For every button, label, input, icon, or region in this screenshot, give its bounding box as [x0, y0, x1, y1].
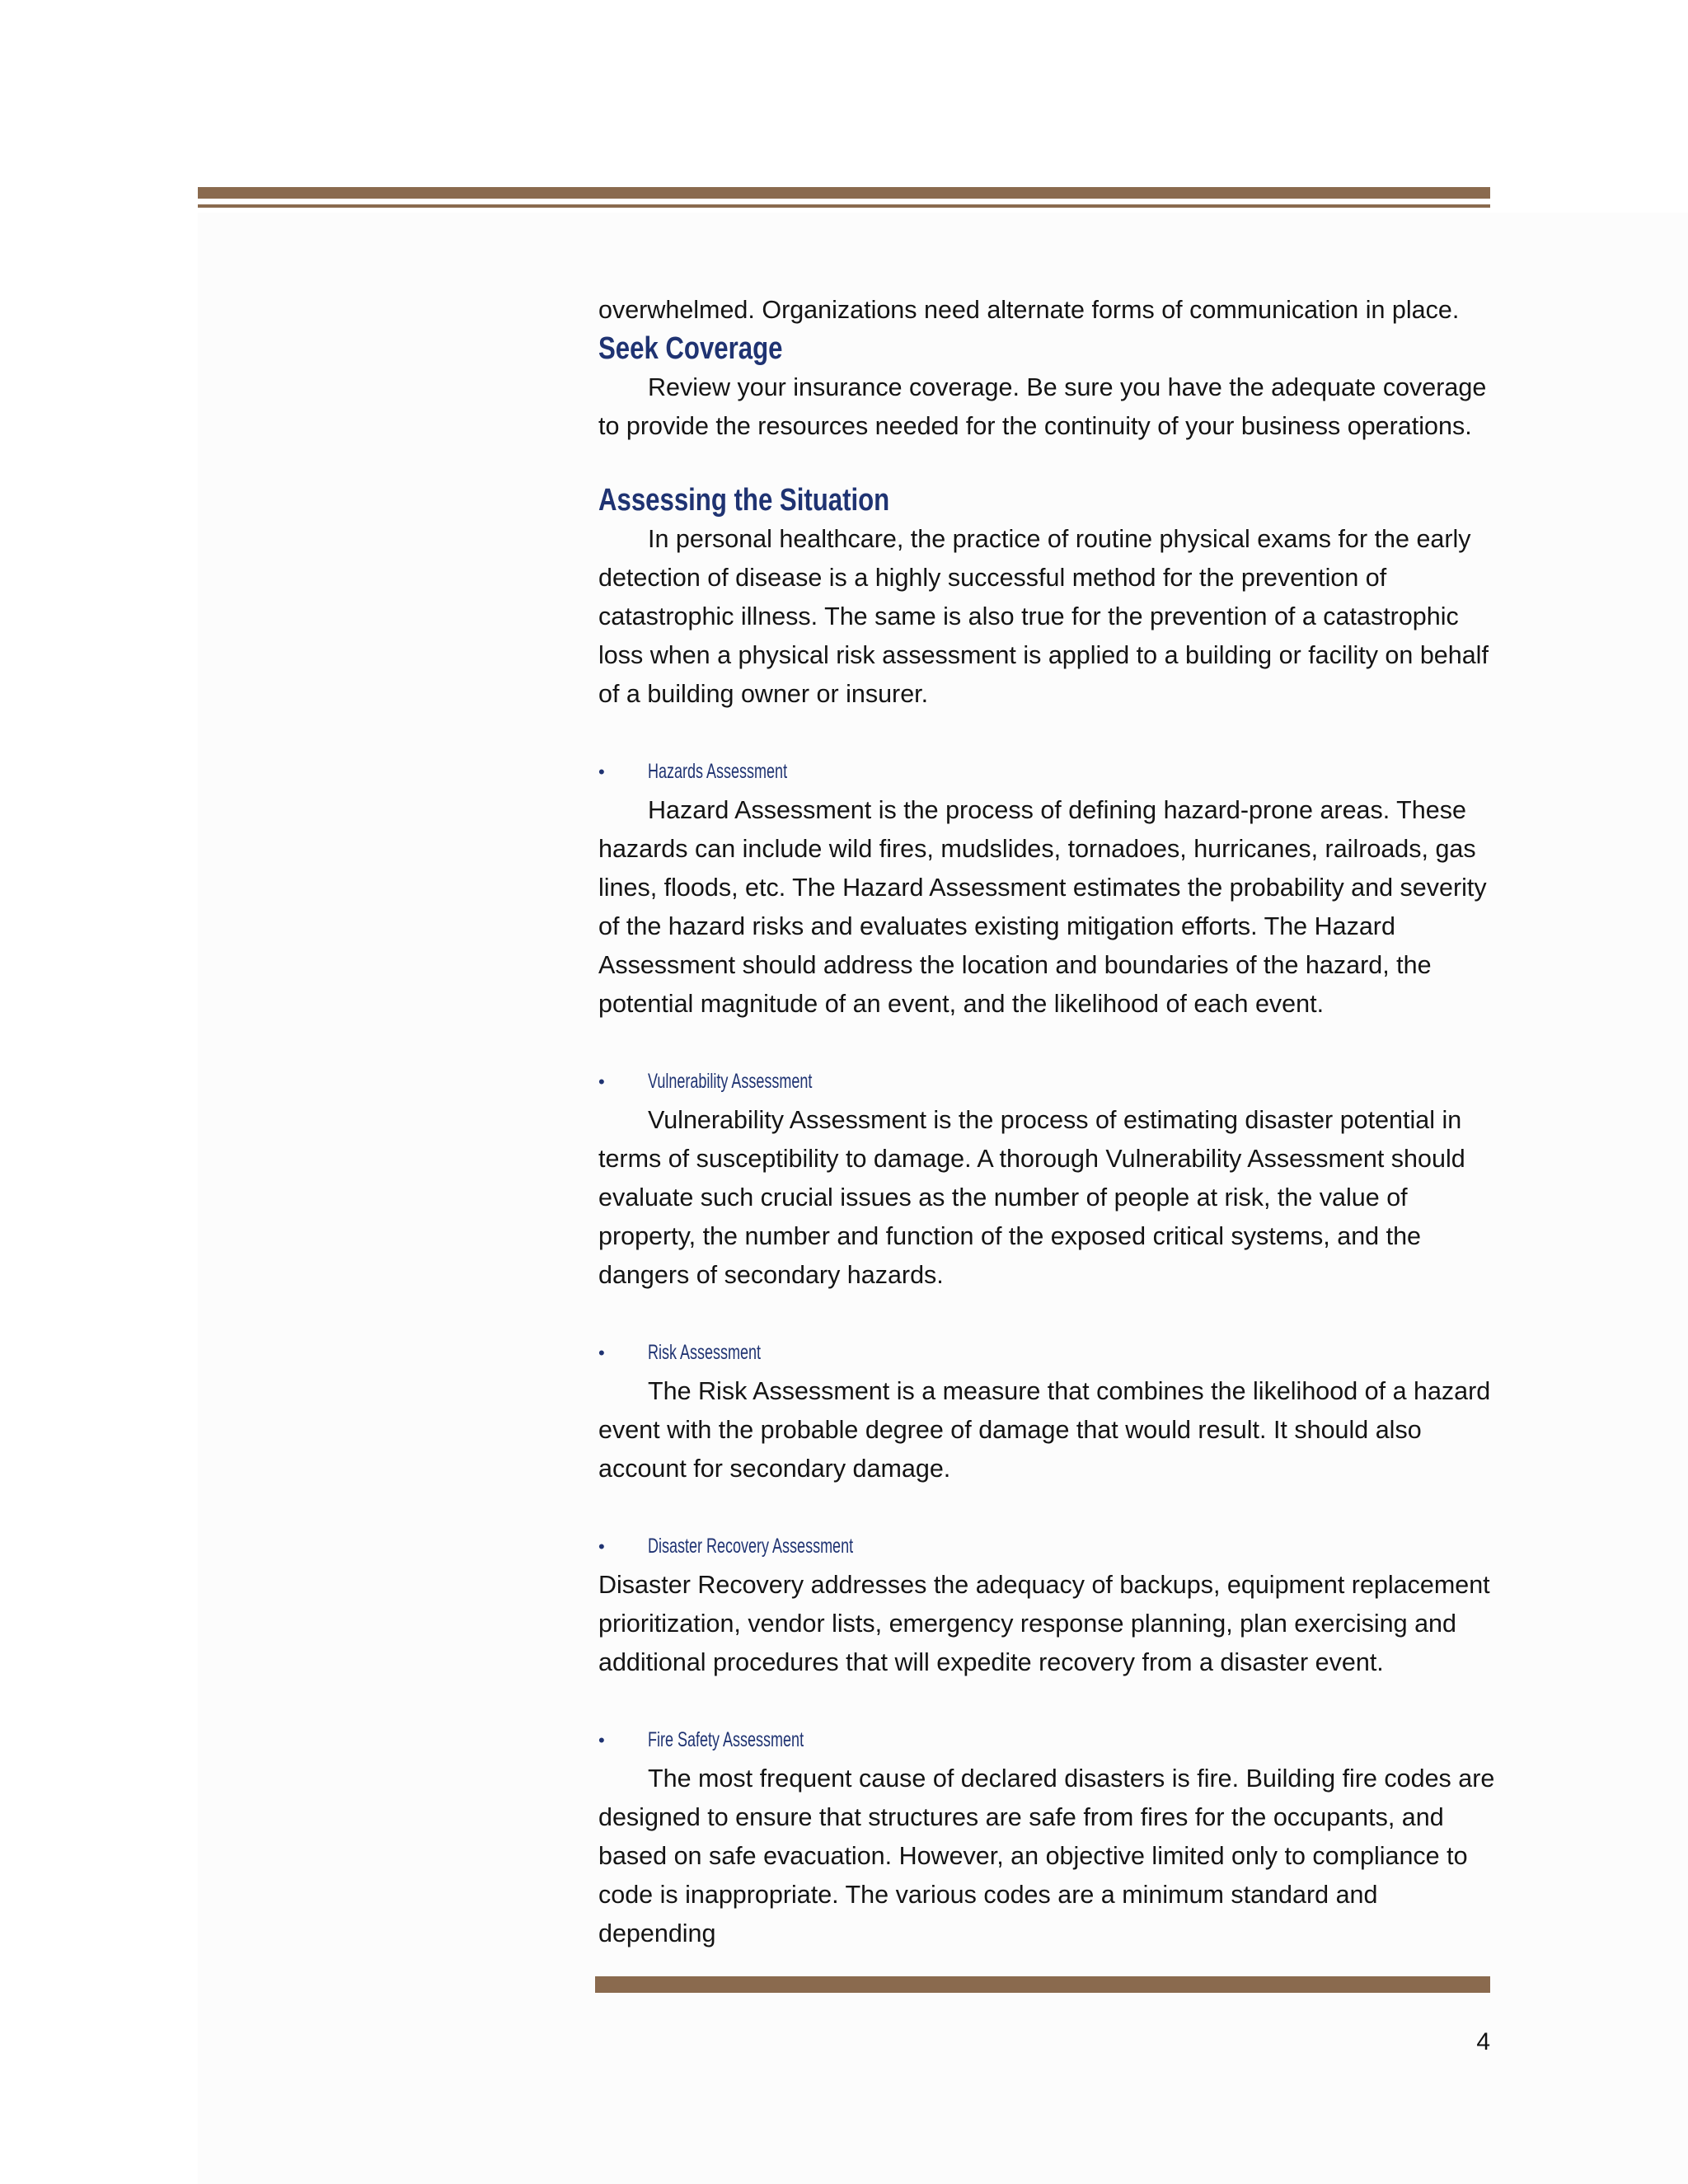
- vulnerability-line: evaluate such crucial issues as the number of people at risk, the value of: [598, 1183, 1408, 1212]
- risk-assessment-heading: [598, 1333, 1497, 1372]
- disaster-recovery-line: additional procedures that will expedite recovery from a disaster event.: [598, 1648, 1384, 1676]
- fire-safety-line: code is inappropriate. The various codes are a minimum standard and depending: [598, 1881, 1378, 1947]
- assessing-line: catastrophic illness. The same is also true for the prevention of a catastrophic: [598, 602, 1459, 630]
- fire-safety-assessment-title: Fire Safety Assessment: [648, 1728, 804, 1751]
- disaster-recovery-line: prioritization, vendor lists, emergency response planning, plan exercising and: [598, 1610, 1456, 1638]
- vulnerability-assessment-heading: [598, 1062, 1497, 1101]
- fire-safety-line: The most frequent cause of declared disasters is fire. Building fire codes are: [648, 1765, 1495, 1793]
- fire-safety-line: based on safe evacuation. However, an objective limited only to compliance to: [598, 1842, 1468, 1870]
- seek-coverage-line: Review your insurance coverage. Be sure you have the adequate coverage: [648, 373, 1487, 401]
- bullet-icon: •: [598, 762, 605, 782]
- assessing-line: In personal healthcare, the practice of routine physical exams for the early: [648, 525, 1471, 553]
- vulnerability-line: Vulnerability Assessment is the process of estimating disaster potential in: [648, 1106, 1462, 1134]
- spacer: [598, 1682, 1497, 1721]
- risk-line: account for secondary damage.: [598, 1455, 951, 1483]
- bullet-icon: •: [598, 1343, 605, 1363]
- assessing-line: loss when a physical risk assessment is applied to a building or facility on behalf: [598, 641, 1489, 669]
- vulnerability-line: property, the number and function of the exposed critical systems, and the: [598, 1222, 1422, 1250]
- spacer: [598, 1295, 1497, 1333]
- hazards-line: Assessment should address the location and boundaries of the hazard, the: [598, 951, 1432, 979]
- hazards-assessment-title: Hazards Assessment: [648, 760, 788, 783]
- hazards-line: lines, floods, etc. The Hazard Assessment estimates the probability and severity: [598, 874, 1487, 902]
- body-text: [598, 291, 1497, 1953]
- header-rule-thin: [198, 204, 1490, 208]
- spacer: [598, 714, 1497, 752]
- disaster-recovery-line: Disaster Recovery addresses the adequacy of backups, equipment replacement: [598, 1571, 1490, 1599]
- bullet-icon: •: [598, 1730, 605, 1750]
- fire-safety-line: designed to ensure that structures are safe from fires for the occupants, and: [598, 1803, 1444, 1831]
- hazards-line: potential magnitude of an event, and the likelihood of each event.: [598, 990, 1325, 1018]
- hazards-line: hazards can include wild fires, mudslides, tornadoes, hurricanes, railroads, gas: [598, 835, 1476, 863]
- assessing-line: of a building owner or insurer.: [598, 680, 929, 708]
- vulnerability-line: dangers of secondary hazards.: [598, 1261, 944, 1289]
- hazards-line: Hazard Assessment is the process of defining hazard-prone areas. These: [648, 796, 1466, 824]
- risk-assessment-title: Risk Assessment: [648, 1341, 762, 1364]
- seek-coverage-line: to provide the resources needed for the continuity of your business operations.: [598, 412, 1472, 440]
- page-number: 4: [1476, 2028, 1490, 2055]
- risk-line: event with the probable degree of damage that would result. It should also: [598, 1416, 1422, 1444]
- spacer: [598, 1488, 1497, 1527]
- bullet-icon: •: [598, 1071, 605, 1092]
- spacer: [598, 446, 1497, 481]
- footer-rule: [595, 1976, 1490, 1993]
- vulnerability-line: terms of susceptibility to damage. A thorough Vulnerability Assessment should: [598, 1145, 1465, 1173]
- bullet-icon: •: [598, 1536, 605, 1557]
- fire-safety-assessment-heading: [598, 1721, 1497, 1760]
- hazards-assessment-heading: [598, 752, 1497, 791]
- disaster-recovery-assessment-title: Disaster Recovery Assessment: [648, 1535, 854, 1558]
- vulnerability-assessment-title: Vulnerability Assessment: [648, 1070, 813, 1093]
- assessing-situation-heading: Assessing the Situation: [598, 483, 890, 518]
- risk-line: The Risk Assessment is a measure that combines the likelihood of a hazard: [648, 1377, 1491, 1405]
- spacer: [598, 1024, 1497, 1062]
- header-rule-thick: [198, 187, 1490, 199]
- continued-paragraph-line: overwhelmed. Organizations need alternate forms of communication in place.: [598, 296, 1460, 324]
- seek-coverage-heading: Seek Coverage: [598, 331, 783, 366]
- disaster-recovery-assessment-heading: [598, 1527, 1497, 1566]
- hazards-line: of the hazard risks and evaluates existing mitigation efforts. The Hazard: [598, 912, 1395, 940]
- assessing-line: detection of disease is a highly successful method for the prevention of: [598, 564, 1387, 592]
